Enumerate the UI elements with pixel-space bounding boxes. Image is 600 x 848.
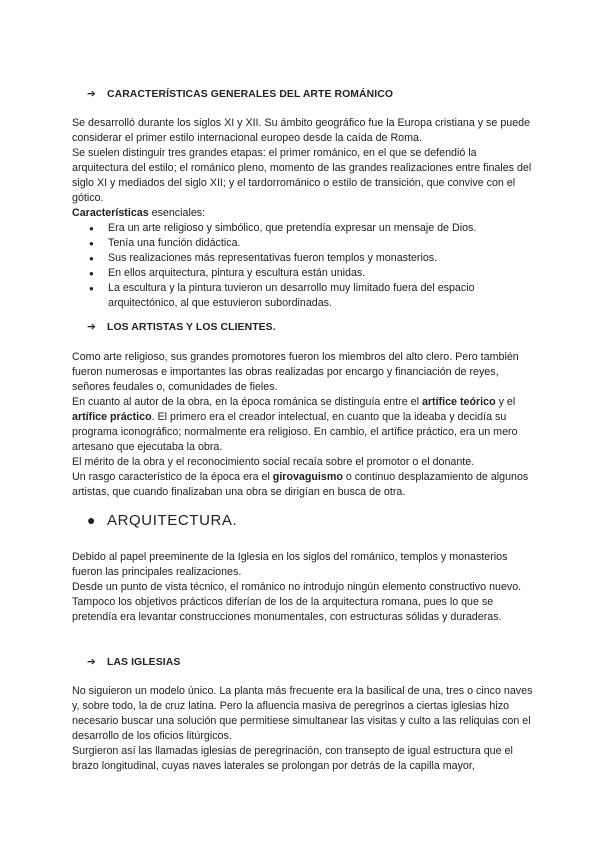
section-artistas-body [72,350,534,500]
list-item: ● Sus realizaciones más representativas fueron templos y monasterios. [72,251,534,266]
heading-text: ARQUITECTURA. [107,512,238,529]
list-item: ● Era un arte religioso y simbólico, que pretendía expresar un mensaje de Dios. [72,221,534,236]
text: . El primero era el creador intelectual, en cuanto que la ideaba y decidía su programa iconográfico; normalmente era religioso. En cambio, el artífice práctico, era un mero artesano que ejecutaba la obra. [72,411,518,453]
bullet-list [72,221,534,311]
paragraph: El mérito de la obra y el reconocimiento social recaía sobre el promotor o el donante. [72,456,475,468]
paragraph: Desde un punto de vista técnico, el románico no introdujo ningún elemento constructivo nuevo. Tampoco los objetivos prácticos diferían de los de la arquitectura romana, pues lo que se pretendía era levantar construcciones monumentales, con estructuras sólidas y duraderas. [72,581,522,623]
paragraph [72,206,534,221]
bold-term: artífice teórico [421,396,496,408]
text: Un rasgo característico de la época era el [72,471,273,483]
section-arquitectura-body [72,550,534,625]
section-caracteristicas-body [72,116,534,311]
text: y el [495,396,516,408]
section-iglesias-body [72,684,534,774]
heading-iglesias [87,655,180,670]
heading-caracteristicas [87,87,393,102]
bold-term: artífice práctico [72,411,152,423]
paragraph: Como arte religioso, sus grandes promotores fueron los miembros del alto clero. Pero también fueron numerosas e importantes las obras realizadas por encargo y financiación de reyes, señores feudales o, comunidades de fieles. [72,351,519,393]
bold-term: girovaguismo [272,471,343,483]
text: En cuanto al autor de la obra, en la época románica se distinguía entre el [72,396,422,408]
list-item: ● La escultura y la pintura tuvieron un desarrollo muy limitado fuera del espacio arquitectónico, al que estuvieron subordinadas. [72,281,534,311]
heading-arquitectura [87,513,237,528]
paragraph [72,395,534,455]
paragraph: Se desarrolló durante los siglos XI y XII. Su ámbito geográfico fue la Europa cristiana y se puede considerar el primer estilo internacional europeo desde la caída de Roma. [72,117,531,144]
text: o continuo desplazamiento de algunos artistas, que cuando finalizaban una obra se dirigían en busca de otra. [72,471,529,498]
heading-text: LAS IGLESIAS [107,657,181,668]
arrow-icon: ➔ [87,89,96,100]
bold-term: Características [72,207,149,219]
heading-text: CARACTERÍSTICAS GENERALES DEL ARTE ROMÁNICO [107,89,394,100]
paragraph: No siguieron un modelo único. La planta más frecuente era la basilical de una, tres o cinco naves y, sobre todo, la de cruz latina. Pero la afluencia masiva de peregrinos a ciertas iglesias hizo necesario buscar una solución que permitiese simultanear las visitas y culto a las reliquias con el desarrollo de los oficios litúrgicos. [72,685,533,742]
arrow-icon: ➔ [87,322,96,333]
paragraph: Surgieron así las llamadas iglesias de peregrinación, con transepto de igual estructura que el brazo longitudinal, cuyas naves laterales se prolongan por detrás de la capilla mayor, [72,745,513,772]
paragraph: Se suelen distinguir tres grandes etapas: el primer románico, en el que se defendió la arquitectura del estilo; el románico pleno, momento de las grandes realizaciones entre finales del siglo XI y mediados del siglo XII; y el tardorrománico o estilo de transición, que convive con el gótico. [72,147,532,204]
list-item: ● En ellos arquitectura, pintura y escultura están unidas. [72,266,534,281]
heading-artistas [87,320,276,335]
paragraph [72,470,534,500]
bullet-icon: ● [87,512,97,528]
text: esenciales: [148,207,206,219]
heading-text: LOS ARTISTAS Y LOS CLIENTES. [107,322,276,333]
paragraph: Debido al papel preeminente de la Iglesia en los siglos del románico, templos y monasterios fueron las principales realizaciones. [72,551,508,578]
arrow-icon: ➔ [87,657,96,668]
list-item: ● Tenía una función didáctica. [72,236,534,251]
